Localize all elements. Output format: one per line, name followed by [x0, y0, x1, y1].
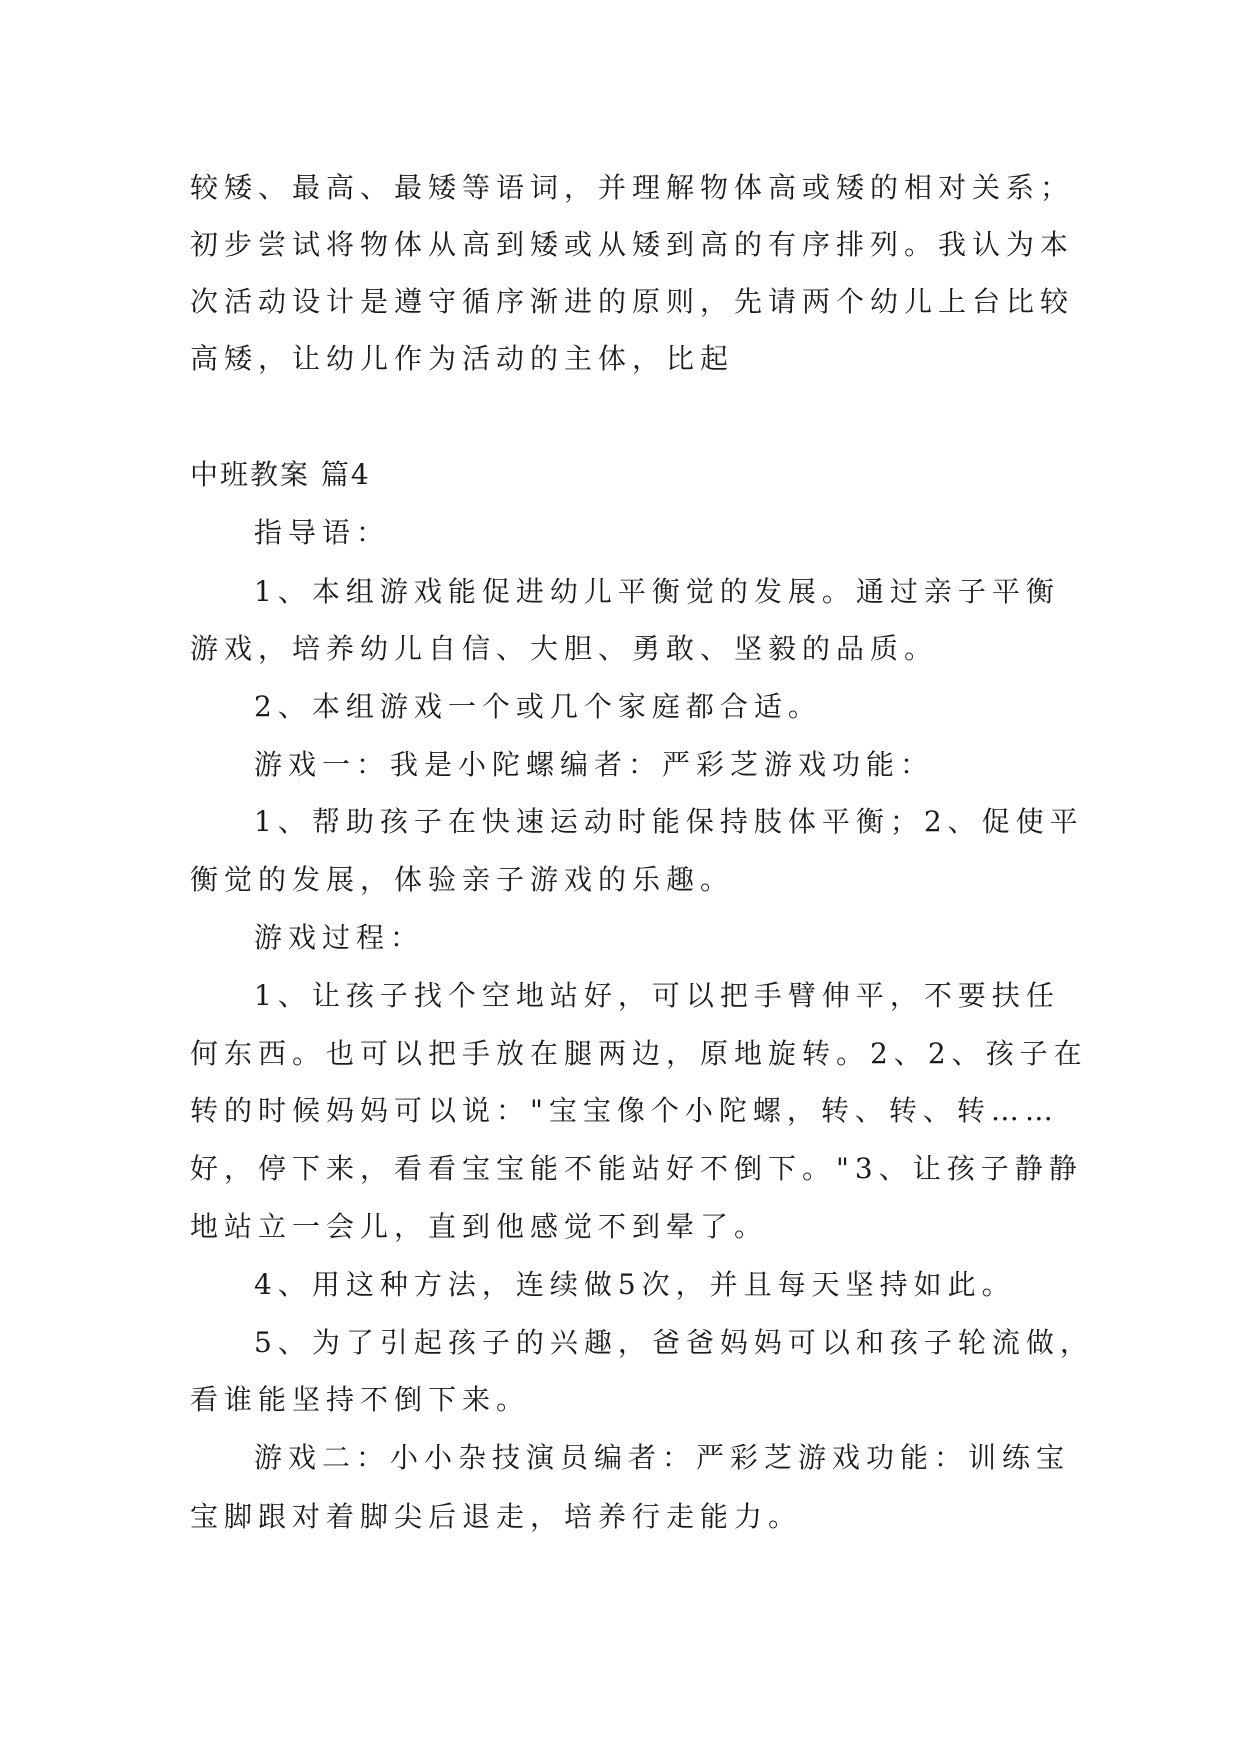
paragraph-line: 地站立一会儿，直到他感觉不到晕了。 [190, 1210, 769, 1243]
paragraph-line: 游戏，培养幼儿自信、大胆、勇敢、坚毅的品质。 [190, 632, 939, 665]
paragraph-line: 1、本组游戏能促进幼儿平衡觉的发展。通过亲子平衡 [254, 575, 1060, 608]
paragraph-line: 2、本组游戏一个或几个家庭都合适。 [254, 690, 822, 723]
paragraph-line: 游戏二：小小杂技演员编者：严彩芝游戏功能：训练宝 [254, 1441, 1071, 1474]
paragraph-line: 1、让孩子找个空地站好，可以把手臂伸平，不要扶任 [254, 979, 1060, 1012]
text-line: 初步尝试将物体从高到矮或从矮到高的有序排列。我认为本 [190, 228, 1075, 261]
section-heading: 中班教案 篇4 [190, 458, 371, 491]
paragraph-line: 衡觉的发展，体验亲子游戏的乐趣。 [190, 863, 735, 896]
text-line: 较矮、最高、最矮等语词，并理解物体高或矮的相对关系； [190, 171, 1075, 204]
paragraph-line: 5、为了引起孩子的兴趣，爸爸妈妈可以和孩子轮流做， [254, 1326, 1094, 1359]
paragraph-line: 宝脚跟对着脚尖后退走，培养行走能力。 [190, 1500, 803, 1533]
paragraph-line: 何东西。也可以把手放在腿两边，原地旋转。2、2、孩子在 [190, 1037, 1088, 1070]
paragraph-line: 看谁能坚持不倒下来。 [190, 1383, 531, 1416]
paragraph-line: 1、帮助孩子在快速运动时能保持肢体平衡；2、促使平 [254, 805, 1084, 838]
paragraph-line: 游戏过程： [254, 921, 425, 954]
paragraph-line: 好，停下来，看看宝宝能不能站好不倒下。"3、让孩子静静 [190, 1152, 1083, 1185]
paragraph-line: 指导语： [254, 516, 391, 549]
paragraph-line: 游戏一：我是小陀螺编者：严彩芝游戏功能： [254, 748, 935, 781]
paragraph-line: 转的时候妈妈可以说："宝宝像个小陀螺，转、转、转…… [190, 1094, 1059, 1127]
paragraph-line: 4、用这种方法，连续做5次，并且每天坚持如此。 [254, 1268, 1016, 1301]
text-line: 高矮，让幼儿作为活动的主体，比起 [190, 342, 735, 375]
text-line: 次活动设计是遵守循序渐进的原则，先请两个幼儿上台比较 [190, 285, 1075, 318]
